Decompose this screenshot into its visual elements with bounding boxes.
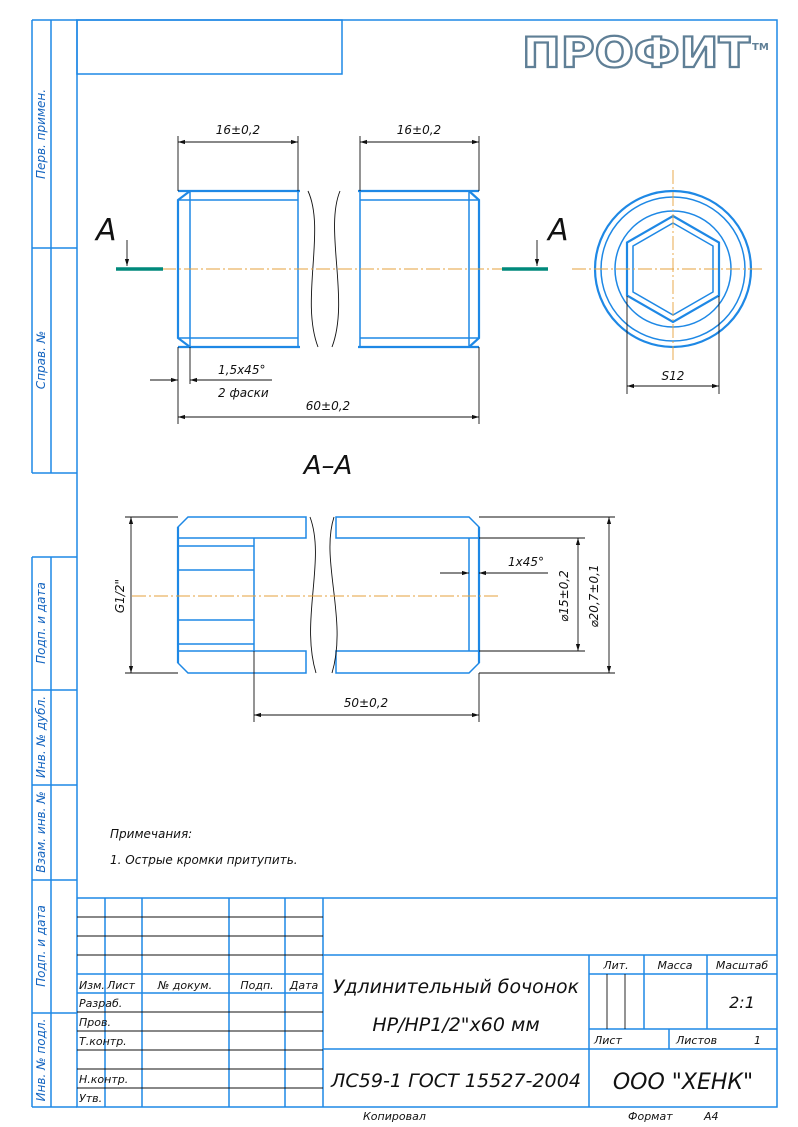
section-mark-right: А	[548, 213, 569, 248]
tb-header-data: Дата	[289, 979, 319, 992]
dim-chamfer: 1,5x45°	[218, 363, 266, 377]
side-label-vzam: Взам. инв. №	[34, 791, 48, 873]
tb-role-razrab: Разраб.	[79, 997, 123, 1010]
logo-text: ПРОФИТ	[522, 28, 751, 77]
tb-scale: 2:1	[729, 993, 755, 1012]
side-view	[572, 170, 765, 394]
dim-bore: 50±0,2	[343, 696, 389, 710]
dim-inner-chamfer: 1x45°	[508, 555, 545, 569]
section-mark-left: А	[96, 213, 117, 248]
tb-massa: Масса	[657, 959, 693, 972]
dim-hex: S12	[661, 369, 685, 383]
tb-header-list: Лист	[107, 979, 135, 992]
footer	[363, 1110, 719, 1123]
footer-copied: Копировал	[363, 1110, 426, 1123]
dim-top-right: 16±0,2	[396, 123, 442, 137]
tb-listov-label: Листов	[676, 1034, 718, 1047]
side-label-perv: Перв. примен.	[34, 88, 48, 180]
tb-material: ЛС59-1 ГОСТ 15527-2004	[329, 1070, 581, 1092]
dim-thread: G1/2"	[113, 578, 127, 614]
tb-role-tkontr: Т.контр.	[79, 1035, 127, 1048]
footer-format: А4	[704, 1110, 719, 1123]
notes	[110, 827, 298, 867]
side-label-inv-podl: Инв. № подл.	[34, 1018, 48, 1102]
tb-header-podp: Подп.	[240, 979, 274, 992]
sheet-frame	[32, 20, 777, 1107]
tb-name-line1: Удлинительный бочонок	[333, 976, 580, 998]
title-block	[77, 898, 777, 1107]
notes-title: Примечания:	[110, 827, 193, 841]
tb-header-izm: Изм.	[79, 979, 105, 992]
tb-company: ООО "ХЕНК"	[612, 1070, 754, 1095]
footer-format-label: Формат	[628, 1110, 673, 1123]
section-view	[113, 451, 615, 722]
tb-masshtab: Масштаб	[715, 959, 769, 972]
dim-d-outer: ⌀20,7±0,1	[587, 564, 601, 628]
side-label-podp2: Подп. и дата	[34, 905, 48, 987]
dim-d-inner: ⌀15±0,2	[557, 570, 571, 622]
side-label-podp1: Подп. и дата	[34, 582, 48, 664]
dim-length: 60±0,2	[305, 399, 351, 413]
dim-top-left: 16±0,2	[215, 123, 261, 137]
tb-role-prov: Пров.	[79, 1016, 111, 1029]
front-view	[94, 123, 569, 424]
tb-role-utv: Утв.	[79, 1092, 103, 1105]
section-title: А–А	[303, 451, 353, 481]
dim-chamfer-note: 2 фаски	[218, 386, 269, 400]
tb-list-label: Лист	[594, 1034, 622, 1047]
notes-item-1: 1. Острые кромки притупить.	[110, 853, 298, 867]
tb-role-nkontr: Н.контр.	[79, 1073, 129, 1086]
tb-header-doc: № докум.	[157, 979, 213, 992]
logo-tm: TM	[752, 42, 769, 53]
side-label-inv-dubl: Инв. № дубл.	[34, 695, 48, 779]
profit-logo	[522, 28, 769, 77]
tb-name-line2: НР/НР1/2"х60 мм	[372, 1014, 540, 1036]
tb-listov: 1	[754, 1034, 761, 1047]
tb-lit: Лит.	[603, 959, 629, 972]
side-label-sprav: Справ. №	[34, 330, 48, 390]
side-labels	[34, 89, 48, 1101]
